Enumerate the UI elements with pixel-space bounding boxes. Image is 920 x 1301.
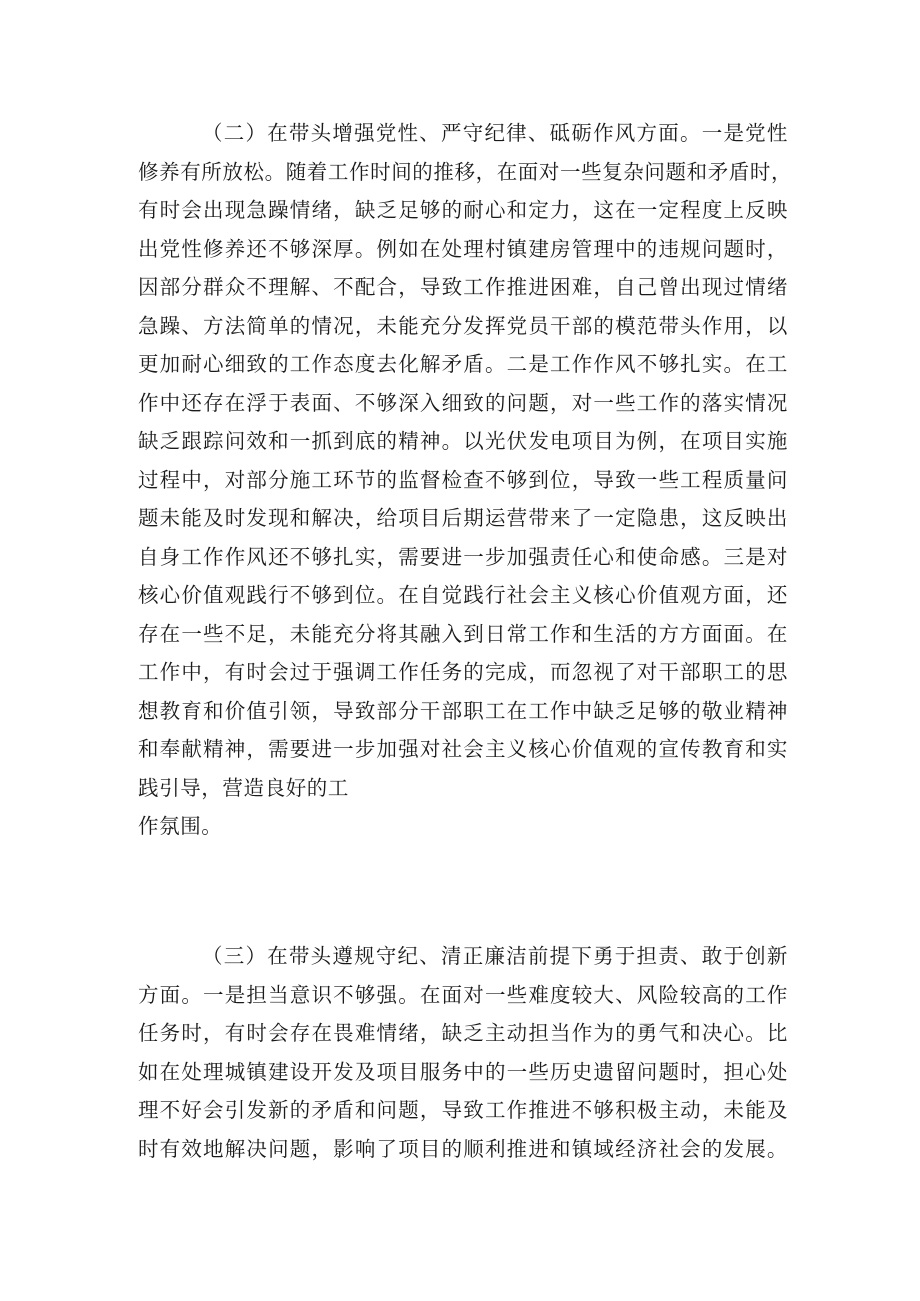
paragraph-line: （二）在带头增强党性、严守纪律、砥砺作风方面。一是党性 (202, 121, 788, 145)
paragraph-line: 想教育和价值引领，导致部分干部职工在工作中缺乏足够的敬业精神 (138, 698, 788, 723)
paragraph-line: 缺乏跟踪问效和一抓到底的精神。以光伏发电项目为例，在项目实施 (138, 429, 788, 453)
paragraph-line: 因部分群众不理解、不配合，导致工作推进困难，自己曾出现过情绪 (138, 275, 788, 299)
paragraph-line: 更加耐心细致的工作态度去化解矛盾。二是工作作风不够扎实。在工 (138, 352, 788, 376)
paragraph-line: 过程中，对部分施工环节的监督检查不够到位，导致一些工程质量问 (138, 467, 788, 492)
paragraph-line: 和奉献精神，需要进一步加强对社会主义核心价值观的宣传教育和实 (138, 737, 788, 761)
paragraph-line: 任务时，有时会存在畏难情绪，缺乏主动担当作为的勇气和决心。比 (138, 1021, 788, 1045)
paragraph-line: 有时会出现急躁情绪，缺乏足够的耐心和定力，这在一定程度上反映 (138, 198, 788, 222)
paragraph-line: 存在一些不足，未能充分将其融入到日常工作和生活的方方面面。在 (138, 621, 788, 646)
paragraph-line: 方面。一是担当意识不够强。在面对一些难度较大、风险较高的工作 (138, 982, 788, 1007)
paragraph-line: 理不好会引发新的矛盾和问题，导致工作推进不够积极主动，未能及 (138, 1098, 788, 1122)
paragraph-section-3 (138, 937, 788, 1168)
paragraph-line: 工作中，有时会过于强调工作任务的完成，而忽视了对干部职工的思 (138, 660, 788, 684)
paragraph-line: 作氛围。 (138, 814, 223, 838)
paragraph-line: （三）在带头遵规守纪、清正廉洁前提下勇于担责、敢于创新 (202, 944, 788, 968)
paragraph-line: 急躁、方法简单的情况，未能充分发挥党员干部的模范带头作用，以 (138, 313, 788, 338)
paragraph-line: 作中还存在浮于表面、不够深入细致的问题，对一些工作的落实情况 (138, 390, 788, 415)
paragraph-line: 践引导，营造良好的工 (138, 775, 349, 800)
paragraph-line: 自身工作作风还不够扎实，需要进一步加强责任心和使命感。三是对 (138, 544, 788, 569)
paragraph-line: 如在处理城镇建设开发及项目服务中的一些历史遗留问题时，担心处 (138, 1059, 788, 1084)
paragraph-line: 修养有所放松。随着工作时间的推移，在面对一些复杂问题和矛盾时， (138, 159, 793, 184)
paragraph-section-2 (138, 114, 793, 846)
paragraph-line: 出党性修养还不够深厚。例如在处理村镇建房管理中的违规问题时， (138, 236, 788, 261)
paragraph-line: 题未能及时发现和解决，给项目后期运营带来了一定隐患，这反映出 (138, 506, 788, 530)
paragraph-line: 时有效地解决问题，影响了项目的顺利推进和镇域经济社会的发展。 (138, 1136, 788, 1161)
paragraph-line: 核心价值观践行不够到位。在自觉践行社会主义核心价值观方面，还 (138, 583, 788, 607)
